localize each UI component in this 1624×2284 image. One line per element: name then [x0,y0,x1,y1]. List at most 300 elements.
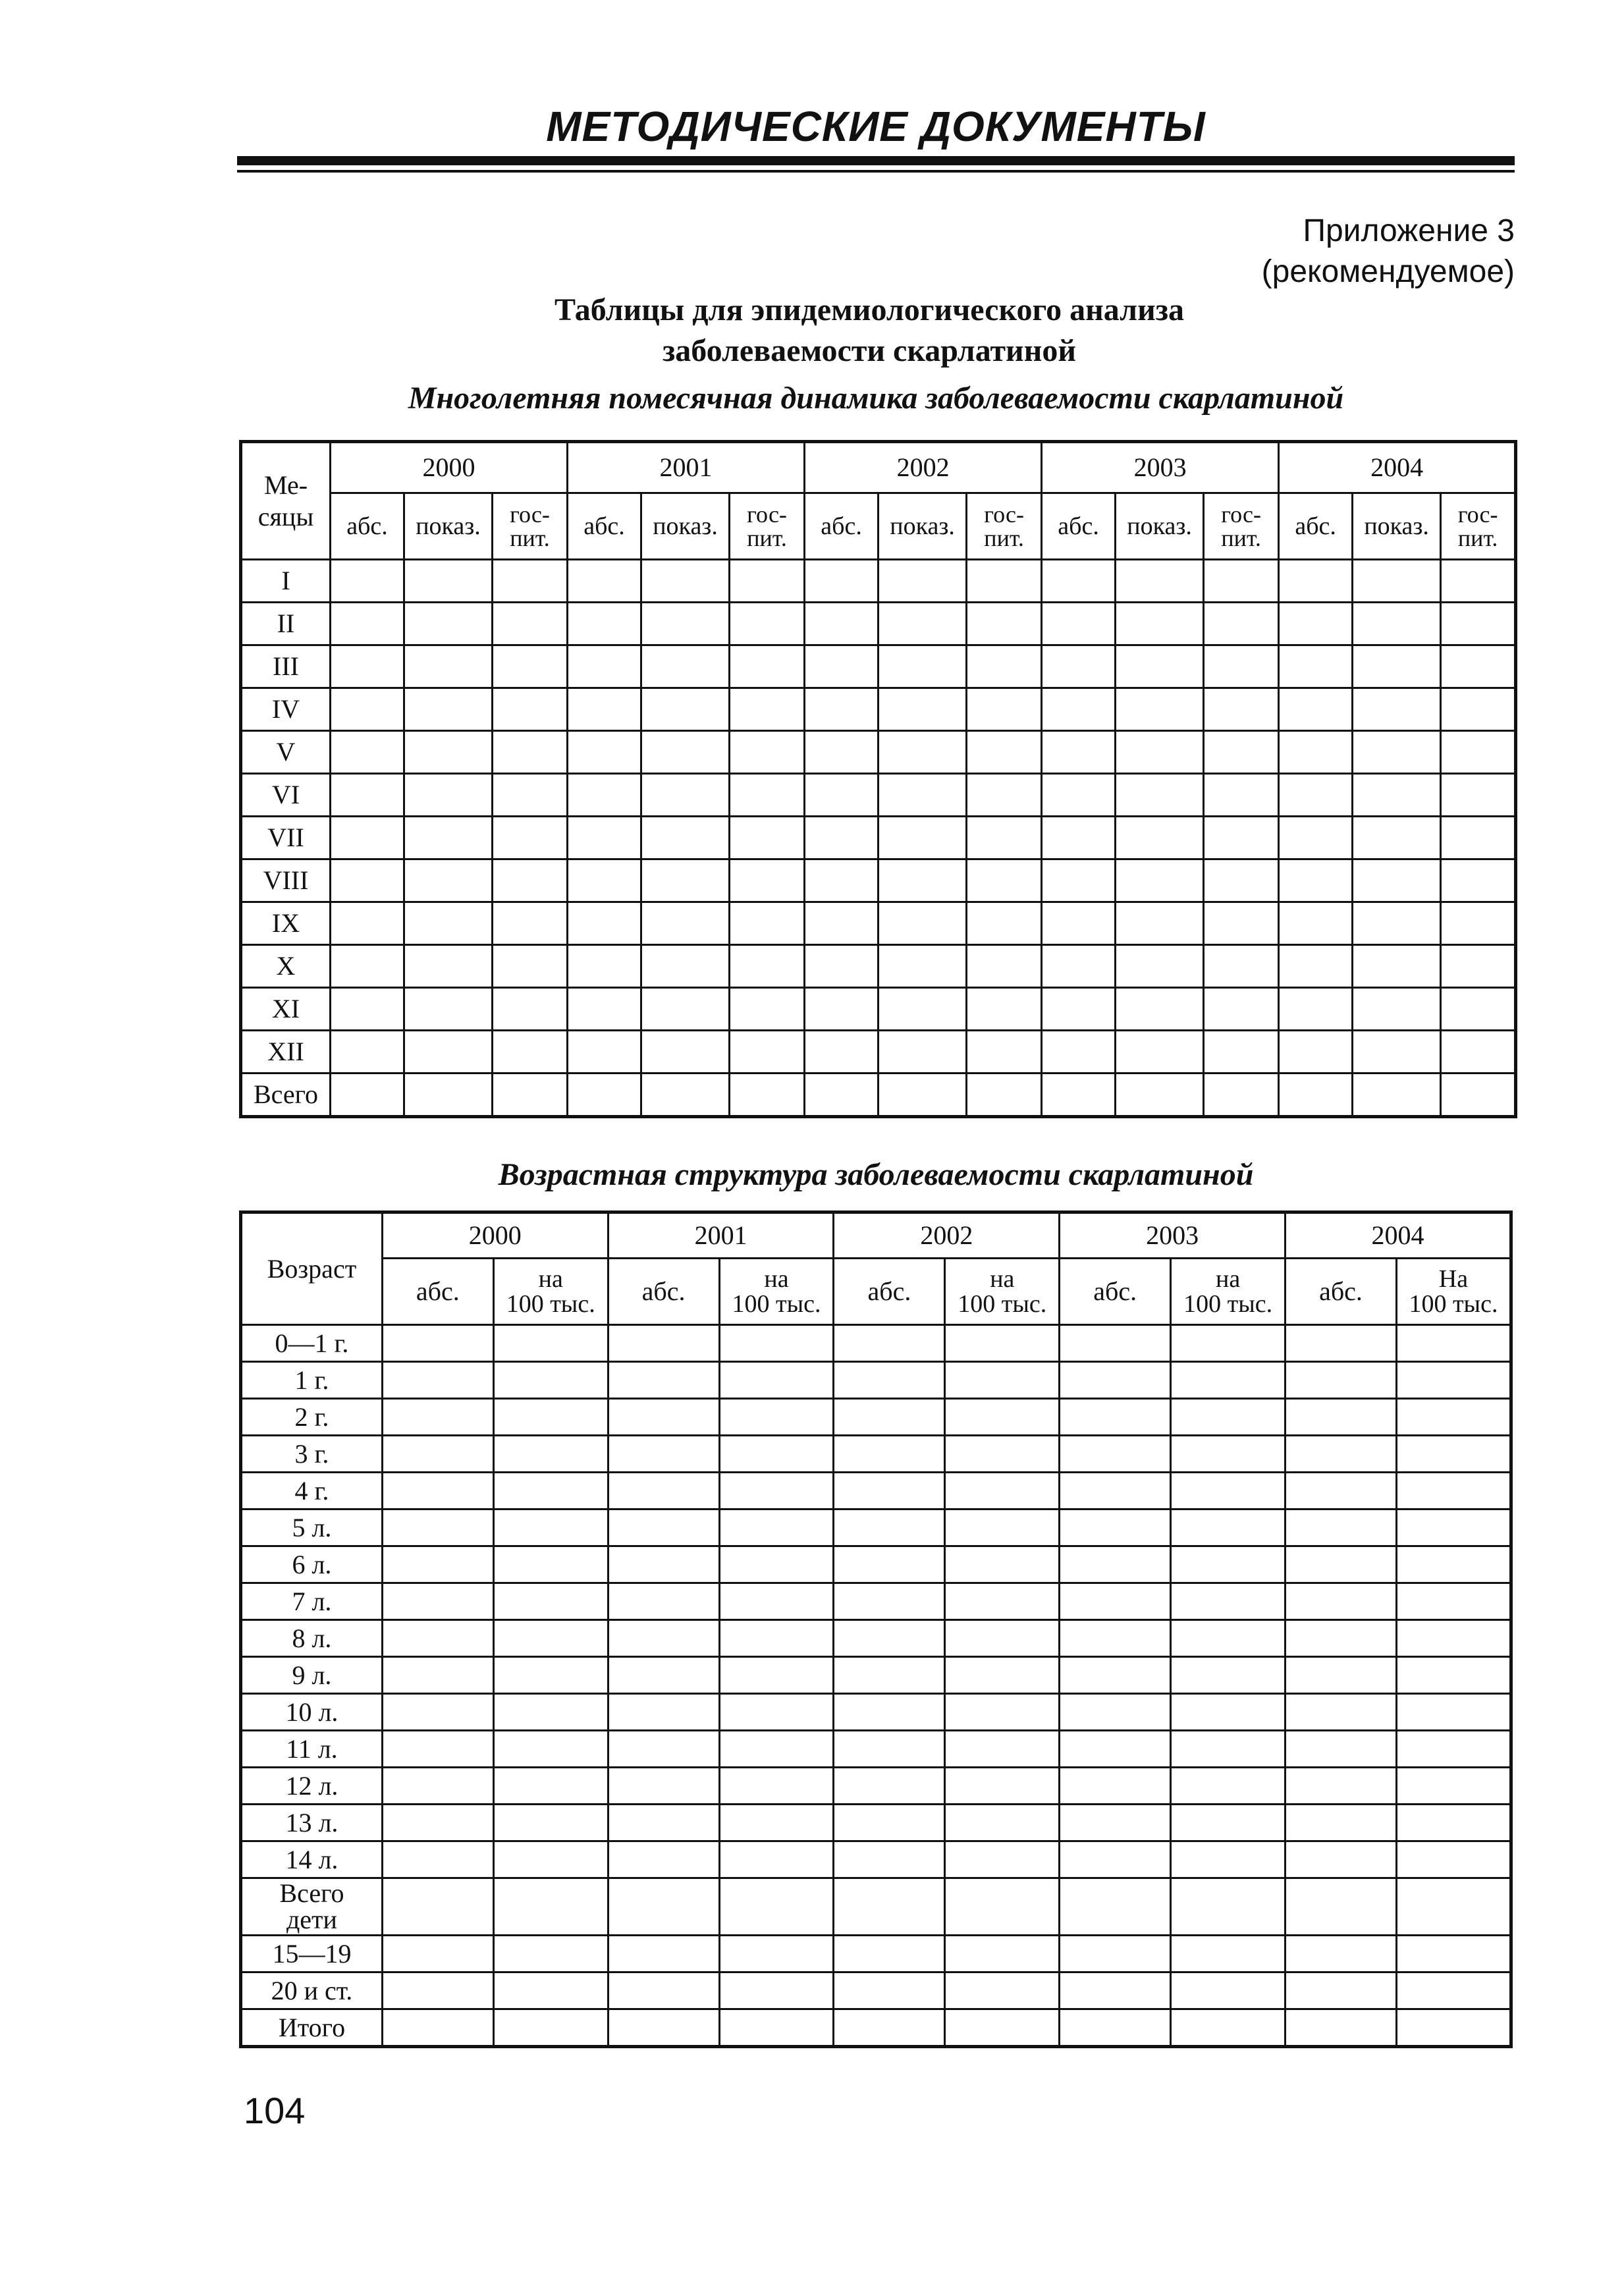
month-label: III [241,645,331,688]
empty-cell [493,1972,608,2009]
empty-cell [641,945,730,988]
year-header: 2003 [1042,442,1279,493]
age-label: 12 л. [241,1768,383,1805]
empty-cell [641,859,730,902]
empty-cell [1441,945,1516,988]
empty-cell [945,1399,1060,1436]
empty-cell [1279,817,1353,859]
empty-cell [1396,1436,1511,1473]
empty-cell [967,645,1042,688]
empty-cell [1204,560,1279,603]
empty-cell [641,774,730,817]
empty-cell [879,902,967,945]
empty-cell [331,560,404,603]
empty-cell [945,1936,1060,1972]
empty-cell [608,1878,719,1936]
empty-cell [719,1805,834,1841]
empty-cell [493,817,568,859]
empty-cell [1171,1731,1286,1768]
empty-cell [382,2009,493,2047]
age-label: 20 и ст. [241,1972,383,2009]
empty-cell [730,645,805,688]
empty-cell [879,731,967,774]
empty-cell [1116,645,1204,688]
appendix-number: Приложение 3 [1303,213,1515,248]
empty-cell [805,988,879,1031]
empty-cell [331,774,404,817]
subheader-cell: гос- пит. [730,493,805,560]
age-label: 14 л. [241,1841,383,1878]
empty-cell [1353,988,1441,1031]
empty-cell [568,1074,641,1117]
age-label: 5 л. [241,1509,383,1546]
month-label: IV [241,688,331,731]
subheader-cell: абс. [1286,1259,1397,1325]
empty-cell [1060,1768,1171,1805]
empty-cell [730,560,805,603]
empty-cell [1286,1841,1397,1878]
month-label: Всего [241,1074,331,1117]
empty-cell [1042,859,1116,902]
empty-cell [719,1694,834,1731]
empty-cell [641,603,730,645]
empty-cell [1042,945,1116,988]
age-label: 13 л. [241,1805,383,1841]
month-label: II [241,603,331,645]
table-row [241,1657,1511,1694]
empty-cell [1060,1694,1171,1731]
empty-cell [493,1031,568,1074]
empty-cell [382,1972,493,2009]
table-row [241,560,1516,603]
empty-cell [1353,731,1441,774]
page-number: 104 [244,2090,306,2131]
empty-cell [1116,560,1204,603]
empty-cell [805,603,879,645]
empty-cell [730,774,805,817]
empty-cell [608,1768,719,1805]
empty-cell [1279,1074,1353,1117]
subheader-cell: абс. [331,493,404,560]
empty-cell [1060,1436,1171,1473]
empty-cell [382,1362,493,1399]
empty-cell [945,1657,1060,1694]
empty-cell [493,1936,608,1972]
empty-cell [1286,1694,1397,1731]
empty-cell [879,603,967,645]
empty-cell [945,1362,1060,1399]
empty-cell [1204,902,1279,945]
empty-cell [1441,817,1516,859]
empty-cell [719,1509,834,1546]
year-header: 2002 [805,442,1042,493]
empty-cell [1042,817,1116,859]
header-rule-thin [237,170,1515,173]
empty-cell [1396,1509,1511,1546]
empty-cell [1279,774,1353,817]
empty-cell [641,1031,730,1074]
empty-cell [382,1546,493,1583]
empty-cell [1396,1583,1511,1620]
empty-cell [1171,1583,1286,1620]
empty-cell [805,1031,879,1074]
empty-cell [1353,603,1441,645]
subheader-cell: абс. [834,1259,945,1325]
empty-cell [1396,1399,1511,1436]
empty-cell [879,774,967,817]
table-row [241,688,1516,731]
subheader-cell: абс. [1042,493,1116,560]
empty-cell [331,945,404,988]
empty-cell [382,1936,493,1972]
empty-cell [1353,1031,1441,1074]
table-row [241,1936,1511,1972]
empty-cell [331,859,404,902]
year-header: 2001 [568,442,805,493]
empty-cell [879,560,967,603]
empty-cell [382,1768,493,1805]
empty-cell [382,1805,493,1841]
empty-cell [1353,688,1441,731]
year-header: 2000 [331,442,568,493]
table-row [241,1031,1516,1074]
empty-cell [967,603,1042,645]
empty-cell [1286,1620,1397,1657]
empty-cell [382,1583,493,1620]
month-label: IX [241,902,331,945]
empty-cell [1396,1657,1511,1694]
empty-cell [1396,1768,1511,1805]
empty-cell [1286,1509,1397,1546]
empty-cell [382,1841,493,1878]
age-label: 4 г. [241,1473,383,1509]
empty-cell [568,560,641,603]
empty-cell [1353,902,1441,945]
empty-cell [805,645,879,688]
empty-cell [1042,645,1116,688]
empty-cell [1286,1399,1397,1436]
empty-cell [493,1362,608,1399]
empty-cell [945,1325,1060,1362]
empty-cell [1286,1936,1397,1972]
subheader-cell: показ. [404,493,493,560]
empty-cell [1279,560,1353,603]
empty-cell [1116,902,1204,945]
empty-cell [1060,1805,1171,1841]
empty-cell [568,688,641,731]
empty-cell [1441,645,1516,688]
empty-cell [834,1841,945,1878]
empty-cell [967,1074,1042,1117]
empty-cell [1171,1878,1286,1936]
empty-cell [331,688,404,731]
empty-cell [1116,774,1204,817]
empty-cell [1171,1362,1286,1399]
empty-cell [1042,1074,1116,1117]
empty-cell [493,1878,608,1936]
empty-cell [1396,1878,1511,1936]
empty-cell [382,1436,493,1473]
empty-cell [1396,1362,1511,1399]
empty-cell [493,1768,608,1805]
table-row [241,645,1516,688]
empty-cell [1060,1972,1171,2009]
empty-cell [1441,560,1516,603]
subheader-cell: на 100 тыс. [719,1259,834,1325]
empty-cell [967,945,1042,988]
empty-cell [1042,902,1116,945]
empty-cell [1279,731,1353,774]
empty-cell [608,1972,719,2009]
empty-cell [1441,902,1516,945]
empty-cell [1060,1878,1171,1936]
empty-cell [1353,859,1441,902]
empty-cell [608,1362,719,1399]
empty-cell [730,1031,805,1074]
empty-cell [1286,1546,1397,1583]
empty-cell [1279,688,1353,731]
empty-cell [493,774,568,817]
empty-cell [967,774,1042,817]
subheader-cell: показ. [879,493,967,560]
empty-cell [879,1031,967,1074]
empty-cell [834,1936,945,1972]
empty-cell [719,2009,834,2047]
document-title [435,290,1304,371]
empty-cell [1042,731,1116,774]
empty-cell [1060,1399,1171,1436]
table-row [241,1878,1511,1936]
empty-cell [1060,1325,1171,1362]
empty-cell [1396,1473,1511,1509]
empty-cell [1353,945,1441,988]
document-title-line-1: Таблицы для эпидемиологического анализа [554,292,1185,327]
empty-cell [1441,688,1516,731]
subheader-cell: показ. [1353,493,1441,560]
appendix-label [1262,211,1515,292]
empty-cell [834,1325,945,1362]
empty-cell [967,859,1042,902]
empty-cell [1396,1805,1511,1841]
empty-cell [945,1805,1060,1841]
table-row [241,1768,1511,1805]
month-label: X [241,945,331,988]
empty-cell [834,1362,945,1399]
age-structure-table [239,1210,1513,2048]
empty-cell [834,1731,945,1768]
empty-cell [719,1362,834,1399]
table-row [241,774,1516,817]
subheader-cell: абс. [1279,493,1353,560]
empty-cell [404,988,493,1031]
empty-cell [493,859,568,902]
empty-cell [945,1620,1060,1657]
empty-cell [805,1074,879,1117]
empty-cell [493,1546,608,1583]
empty-cell [879,859,967,902]
empty-cell [493,1325,608,1362]
empty-cell [834,1583,945,1620]
empty-cell [608,1620,719,1657]
empty-cell [834,1399,945,1436]
empty-cell [331,603,404,645]
year-header: 2004 [1286,1212,1511,1259]
month-label: XI [241,988,331,1031]
empty-cell [331,817,404,859]
empty-cell [608,1936,719,1972]
empty-cell [945,1436,1060,1473]
empty-cell [493,603,568,645]
empty-cell [719,1841,834,1878]
empty-cell [834,2009,945,2047]
empty-cell [1396,1325,1511,1362]
empty-cell [404,731,493,774]
empty-cell [1060,1731,1171,1768]
empty-cell [568,817,641,859]
empty-cell [1116,1074,1204,1117]
empty-cell [608,1657,719,1694]
header-rule-thick [237,156,1515,165]
empty-cell [834,1972,945,2009]
age-label: 1 г. [241,1362,383,1399]
month-column-header: Ме- сяцы [241,442,331,560]
subheader-cell: абс. [382,1259,493,1325]
empty-cell [730,731,805,774]
empty-cell [404,560,493,603]
empty-cell [1396,1731,1511,1768]
table-row [241,1805,1511,1841]
empty-cell [568,731,641,774]
empty-cell [1353,774,1441,817]
empty-cell [382,1399,493,1436]
empty-cell [641,988,730,1031]
empty-cell [967,688,1042,731]
empty-cell [1060,1657,1171,1694]
subheader-cell: абс. [608,1259,719,1325]
empty-cell [834,1805,945,1841]
empty-cell [1116,945,1204,988]
empty-cell [1060,1620,1171,1657]
empty-cell [1171,1546,1286,1583]
empty-cell [719,1399,834,1436]
empty-cell [1441,1074,1516,1117]
empty-cell [382,1473,493,1509]
empty-cell [493,1074,568,1117]
empty-cell [1441,988,1516,1031]
month-label: I [241,560,331,603]
empty-cell [1286,1362,1397,1399]
empty-cell [404,1074,493,1117]
empty-cell [805,945,879,988]
empty-cell [331,1074,404,1117]
document-title-line-2: заболеваемости скарлатиной [662,333,1077,368]
empty-cell [493,1731,608,1768]
empty-cell [608,1805,719,1841]
empty-cell [945,1509,1060,1546]
empty-cell [493,1841,608,1878]
empty-cell [608,1325,719,1362]
empty-cell [805,774,879,817]
empty-cell [879,688,967,731]
empty-cell [382,1325,493,1362]
empty-cell [1396,1546,1511,1583]
subheader-cell: гос- пит. [1204,493,1279,560]
empty-cell [641,817,730,859]
age-label: 0—1 г. [241,1325,383,1362]
table1-caption: Многолетняя помесячная динамика заболеваемости скарлатиной [408,381,1344,416]
empty-cell [1441,859,1516,902]
year-header: 2000 [382,1212,608,1259]
table-row [241,1546,1511,1583]
empty-cell [1116,731,1204,774]
empty-cell [1286,1325,1397,1362]
empty-cell [967,817,1042,859]
table-row [241,1583,1511,1620]
empty-cell [1042,1031,1116,1074]
empty-cell [967,731,1042,774]
empty-cell [404,1031,493,1074]
empty-cell [568,902,641,945]
empty-cell [1353,645,1441,688]
empty-cell [493,1473,608,1509]
empty-cell [1171,1841,1286,1878]
age-column-header: Возраст [241,1212,383,1325]
empty-cell [805,731,879,774]
empty-cell [1060,1362,1171,1399]
empty-cell [1204,1074,1279,1117]
empty-cell [1171,1768,1286,1805]
empty-cell [945,1878,1060,1936]
empty-cell [1204,688,1279,731]
empty-cell [945,1731,1060,1768]
empty-cell [1396,1841,1511,1878]
empty-cell [1396,1972,1511,2009]
table-row [241,1074,1516,1117]
empty-cell [719,1583,834,1620]
empty-cell [1060,1546,1171,1583]
table-row [241,1972,1511,2009]
empty-cell [1286,1657,1397,1694]
empty-cell [404,645,493,688]
empty-cell [404,945,493,988]
empty-cell [719,1620,834,1657]
empty-cell [1171,1509,1286,1546]
empty-cell [404,817,493,859]
month-label: VIII [241,859,331,902]
empty-cell [493,1620,608,1657]
empty-cell [834,1473,945,1509]
age-label: 6 л. [241,1546,383,1583]
empty-cell [1204,859,1279,902]
empty-cell [641,731,730,774]
table-row [241,1620,1511,1657]
empty-cell [879,645,967,688]
empty-cell [1060,1473,1171,1509]
table-row [241,1509,1511,1546]
month-label: XII [241,1031,331,1074]
empty-cell [608,1436,719,1473]
empty-cell [719,1768,834,1805]
empty-cell [493,688,568,731]
empty-cell [1286,1436,1397,1473]
empty-cell [1279,1031,1353,1074]
age-label: 9 л. [241,1657,383,1694]
empty-cell [1042,560,1116,603]
empty-cell [1116,817,1204,859]
empty-cell [805,902,879,945]
table-row [241,2009,1511,2047]
empty-cell [1279,859,1353,902]
